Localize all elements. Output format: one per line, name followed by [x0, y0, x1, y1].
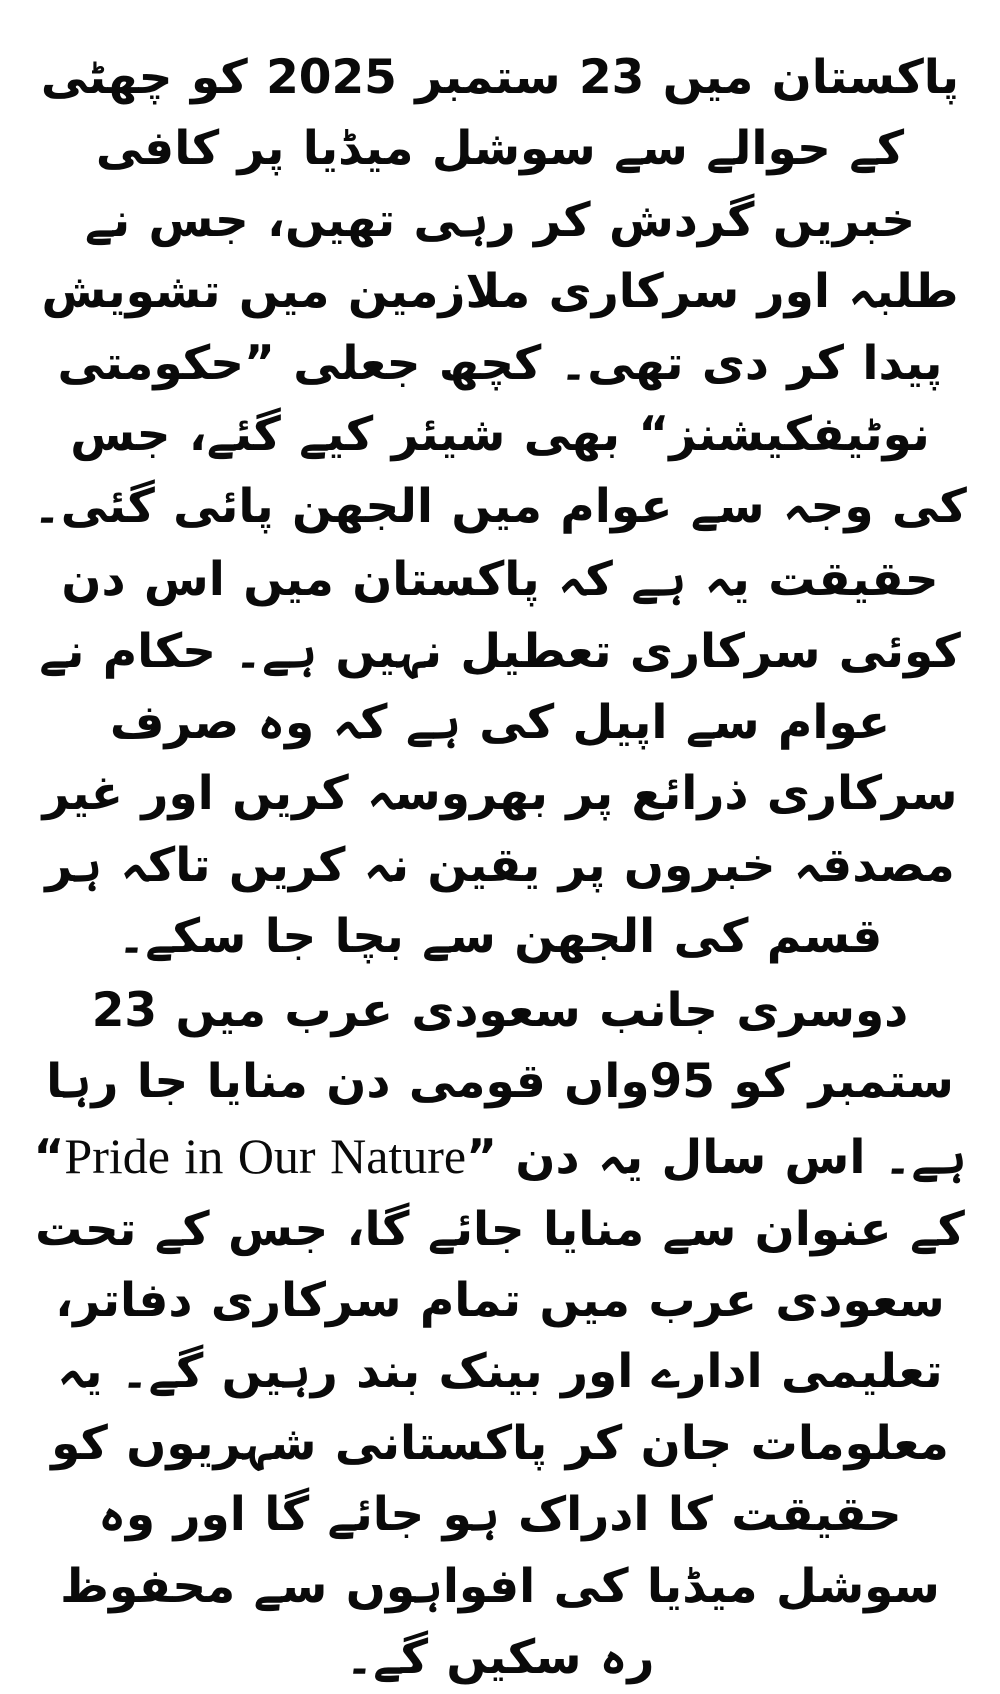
paragraph-2: حقیقت یہ ہے کہ پاکستان میں اس دن کوئی سرکاری تعطیل نہیں ہے۔ حکام نے عوام سے اپیل کی ہے کہ وہ صرف سرکاری ذرائع پر بھروسہ کریں اور غیر مصدقہ خبروں پر یقین نہ کریں تاکہ ہر قسم کی الجھن سے بچا جا سکے۔ [39, 552, 961, 965]
paragraph-1: پاکستان میں 23 ستمبر 2025 کو چھٹی کے حوالے سے سوشل میڈیا پر کافی خبریں گردش کر رہی تھیں، جس نے طلبہ اور سرکاری ملازمین میں تشویش پیدا کر دی تھی۔ کچھ جعلی ”حکومتی نوٹیفکیشنز“ بھی شیئر کیے گئے، جس کی وجہ سے عوام میں الجھن پائی گئی۔ [33, 50, 967, 534]
paragraph-3: دوسری جانب سعودی عرب میں 23 ستمبر کو 95واں قومی دن منایا جا رہا ہے۔ اس سال یہ دن ”Pride in Our Nature“ کے عنوان سے منایا جائے گا، جس کے تحت سعودی عرب میں تمام سرکاری دفاتر، تعلیمی ادارے اور بینک بند رہیں گے۔ یہ معلومات جان کر پاکستانی شہریوں کو حقیقت کا ادراک ہو جائے گا اور وہ سوشل میڈیا کی افواہوں سے محفوظ رہ سکیں گے۔ [33, 982, 967, 1686]
latin-text: Pride in Our Nature [64, 1127, 467, 1184]
article-body [28, 42, 972, 1694]
